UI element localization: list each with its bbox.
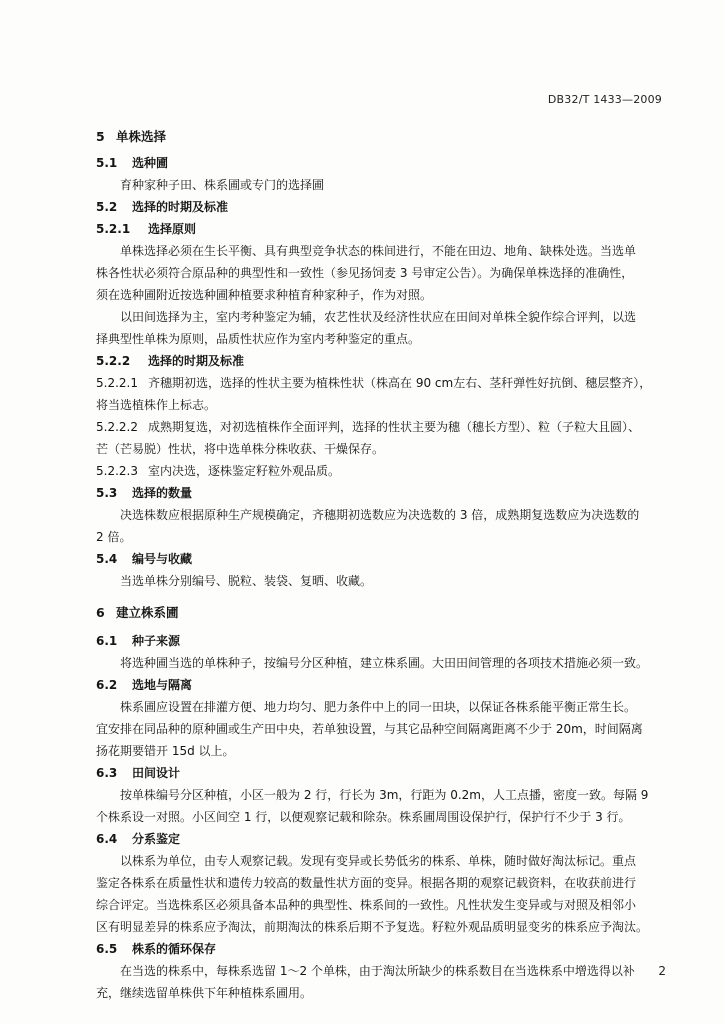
section-6-3-heading (96, 766, 676, 781)
section-title: 分系鉴定 (132, 832, 181, 846)
paragraph-line: 决选株数应根据原种生产规模确定，齐穗期初选数应为决选数的 3 倍，成熟期复选数应为决选数的 (120, 508, 640, 522)
page-number: 2 (658, 964, 666, 978)
clause-number: 5.2.2.2 (96, 420, 138, 434)
section-5-1-heading (96, 156, 676, 171)
section-title: 选择的时期及标准 (132, 200, 229, 214)
section-title: 选择原则 (148, 222, 197, 236)
section-number: 6.3 (96, 766, 118, 780)
section-title: 单株选择 (116, 129, 167, 144)
paragraph: 育种家种子田、株系圃或专门的选择圃 (120, 178, 325, 192)
section-title: 种子来源 (132, 634, 181, 648)
section-number: 6.5 (96, 942, 118, 956)
paragraph-line: 株各性状必须符合原品种的典型性和一致性（参见扬饲麦 3 号审定公告）。为确保单株选择的准确性， (96, 266, 634, 280)
section-title: 田间设计 (132, 766, 181, 780)
section-number: 5.3 (96, 486, 118, 500)
section-5-3-heading (96, 486, 676, 501)
paragraph-line: 按单株编号分区种植，小区一般为 2 行，行长为 3m，行距为 0.2m，人工点播，密度一致。每隔 9 (120, 788, 649, 802)
section-5-4-heading (96, 552, 676, 567)
section-5-2-heading (96, 200, 676, 215)
clause-number: 5.2.2.3 (96, 464, 138, 478)
paragraph-line: 2 倍。 (96, 530, 132, 544)
clause-5-2-2-1 (96, 376, 676, 391)
section-number: 5 (96, 129, 105, 144)
section-5-2-1-heading (96, 222, 676, 237)
section-6-1-heading (96, 634, 676, 649)
paragraph-line: 扬花期要错开 15d 以上。 (96, 744, 235, 758)
section-5-2-2-heading (96, 354, 676, 369)
section-title: 选择的时期及标准 (148, 354, 245, 368)
clause-text: 室内决选，逐株鉴定籽粒外观品质。 (148, 464, 341, 478)
paragraph-line: 须在选种圃附近按选种圃种植要求种植育种家种子，作为对照。 (96, 288, 433, 302)
paragraph-line: 综合评定。当选株系区必须具备本品种的典型性、株系间的一致性。凡性状发生变异或与对照及相邻小 (96, 898, 637, 912)
section-number: 6.1 (96, 634, 118, 648)
paragraph-line: 充，继续选留单株供下年种植株系圃用。 (96, 986, 313, 1000)
section-number: 5.2.2 (96, 354, 131, 368)
clause-5-2-2-2 (96, 420, 676, 435)
section-number: 5.4 (96, 552, 118, 566)
paragraph-line: 单株选择必须在生长平衡、具有典型竞争状态的株间进行，不能在田边、地角、缺株处选。当选单 (120, 244, 637, 258)
paragraph-line: 将当选植株作上标志。 (96, 398, 217, 412)
section-number: 5.1 (96, 156, 118, 170)
paragraph-line: 芒（芒易脱）性状，将中选单株分株收获、干燥保存。 (96, 442, 385, 456)
section-6-5-heading (96, 942, 676, 957)
section-6-2-heading (96, 678, 676, 693)
paragraph-line: 以田间选择为主，室内考种鉴定为辅，农艺性状及经济性状应在田间对单株全貌作综合评判，以选 (120, 310, 637, 324)
section-number: 6.2 (96, 678, 118, 692)
section-6-4-heading (96, 832, 676, 847)
standard-code: DB32/T 1433—2009 (547, 93, 662, 106)
paragraph-line: 当选单株分别编号、脱粒、装袋、复晒、收藏。 (120, 574, 373, 588)
section-number: 6 (96, 605, 105, 620)
section-title: 建立株系圃 (116, 605, 179, 620)
paragraph-line: 鉴定各株系在质量性状和遗传力较高的数量性状方面的变异。根据各期的观察记载资料，在收获前进行 (96, 876, 637, 890)
section-title: 选择的数量 (132, 486, 193, 500)
section-6-heading (96, 605, 676, 620)
paragraph-line: 在当选的株系中，每株系选留 1～2 个单株，由于淘汰所缺少的株系数目在当选株系中增选得以补 (120, 964, 635, 978)
section-title: 株系的循环保存 (132, 942, 217, 956)
section-5-heading (96, 129, 676, 144)
section-title: 编号与收藏 (132, 552, 193, 566)
paragraph-line: 将选种圃当选的单株种子，按编号分区种植，建立株系圃。大田田间管理的各项技术措施必须一致。 (120, 656, 649, 670)
clause-text: 齐穗期初选，选择的性状主要为植株性状（株高在 90 cm左右、茎秆弹性好抗倒、穗层整齐）， (148, 376, 652, 390)
section-number: 5.2 (96, 200, 118, 214)
paragraph-line: 区有明显差异的株系应予淘汰，前期淘汰的株系后期不予复选。籽粒外观品质明显变劣的株系应予淘汰。 (96, 920, 649, 934)
section-title: 选种圃 (132, 156, 169, 170)
clause-number: 5.2.2.1 (96, 376, 138, 390)
clause-5-2-2-3 (96, 464, 676, 479)
document-body (96, 121, 676, 1001)
paragraph-line: 以株系为单位，由专人观察记载。发现有变异或长势低劣的株系、单株，随时做好淘汰标记。重点 (120, 854, 637, 868)
clause-text: 成熟期复选，对初选植株作全面评判，选择的性状主要为穗（穗长方型）、粒（子粒大且圆）、 (148, 420, 641, 434)
section-title: 选地与隔离 (132, 678, 193, 692)
paragraph-line: 宜安排在同品种的原种圃或生产田中央，若单独设置，与其它品种空间隔离距离不少于 20m，时间隔离 (96, 722, 643, 736)
paragraph-line: 择典型性单株为原则，品质性状应作为室内考种鉴定的重点。 (96, 332, 421, 346)
section-number: 6.4 (96, 832, 118, 846)
paragraph-line: 个株系设一对照。小区间空 1 行，以便观察记载和除杂。株系圃周围设保护行，保护行不少于 3 行。 (96, 810, 631, 824)
section-number: 5.2.1 (96, 222, 131, 236)
paragraph-line: 株系圃应设置在排灌方便、地力均匀、肥力条件中上的同一田块，以保证各株系能平衡正常生长。 (120, 700, 637, 714)
